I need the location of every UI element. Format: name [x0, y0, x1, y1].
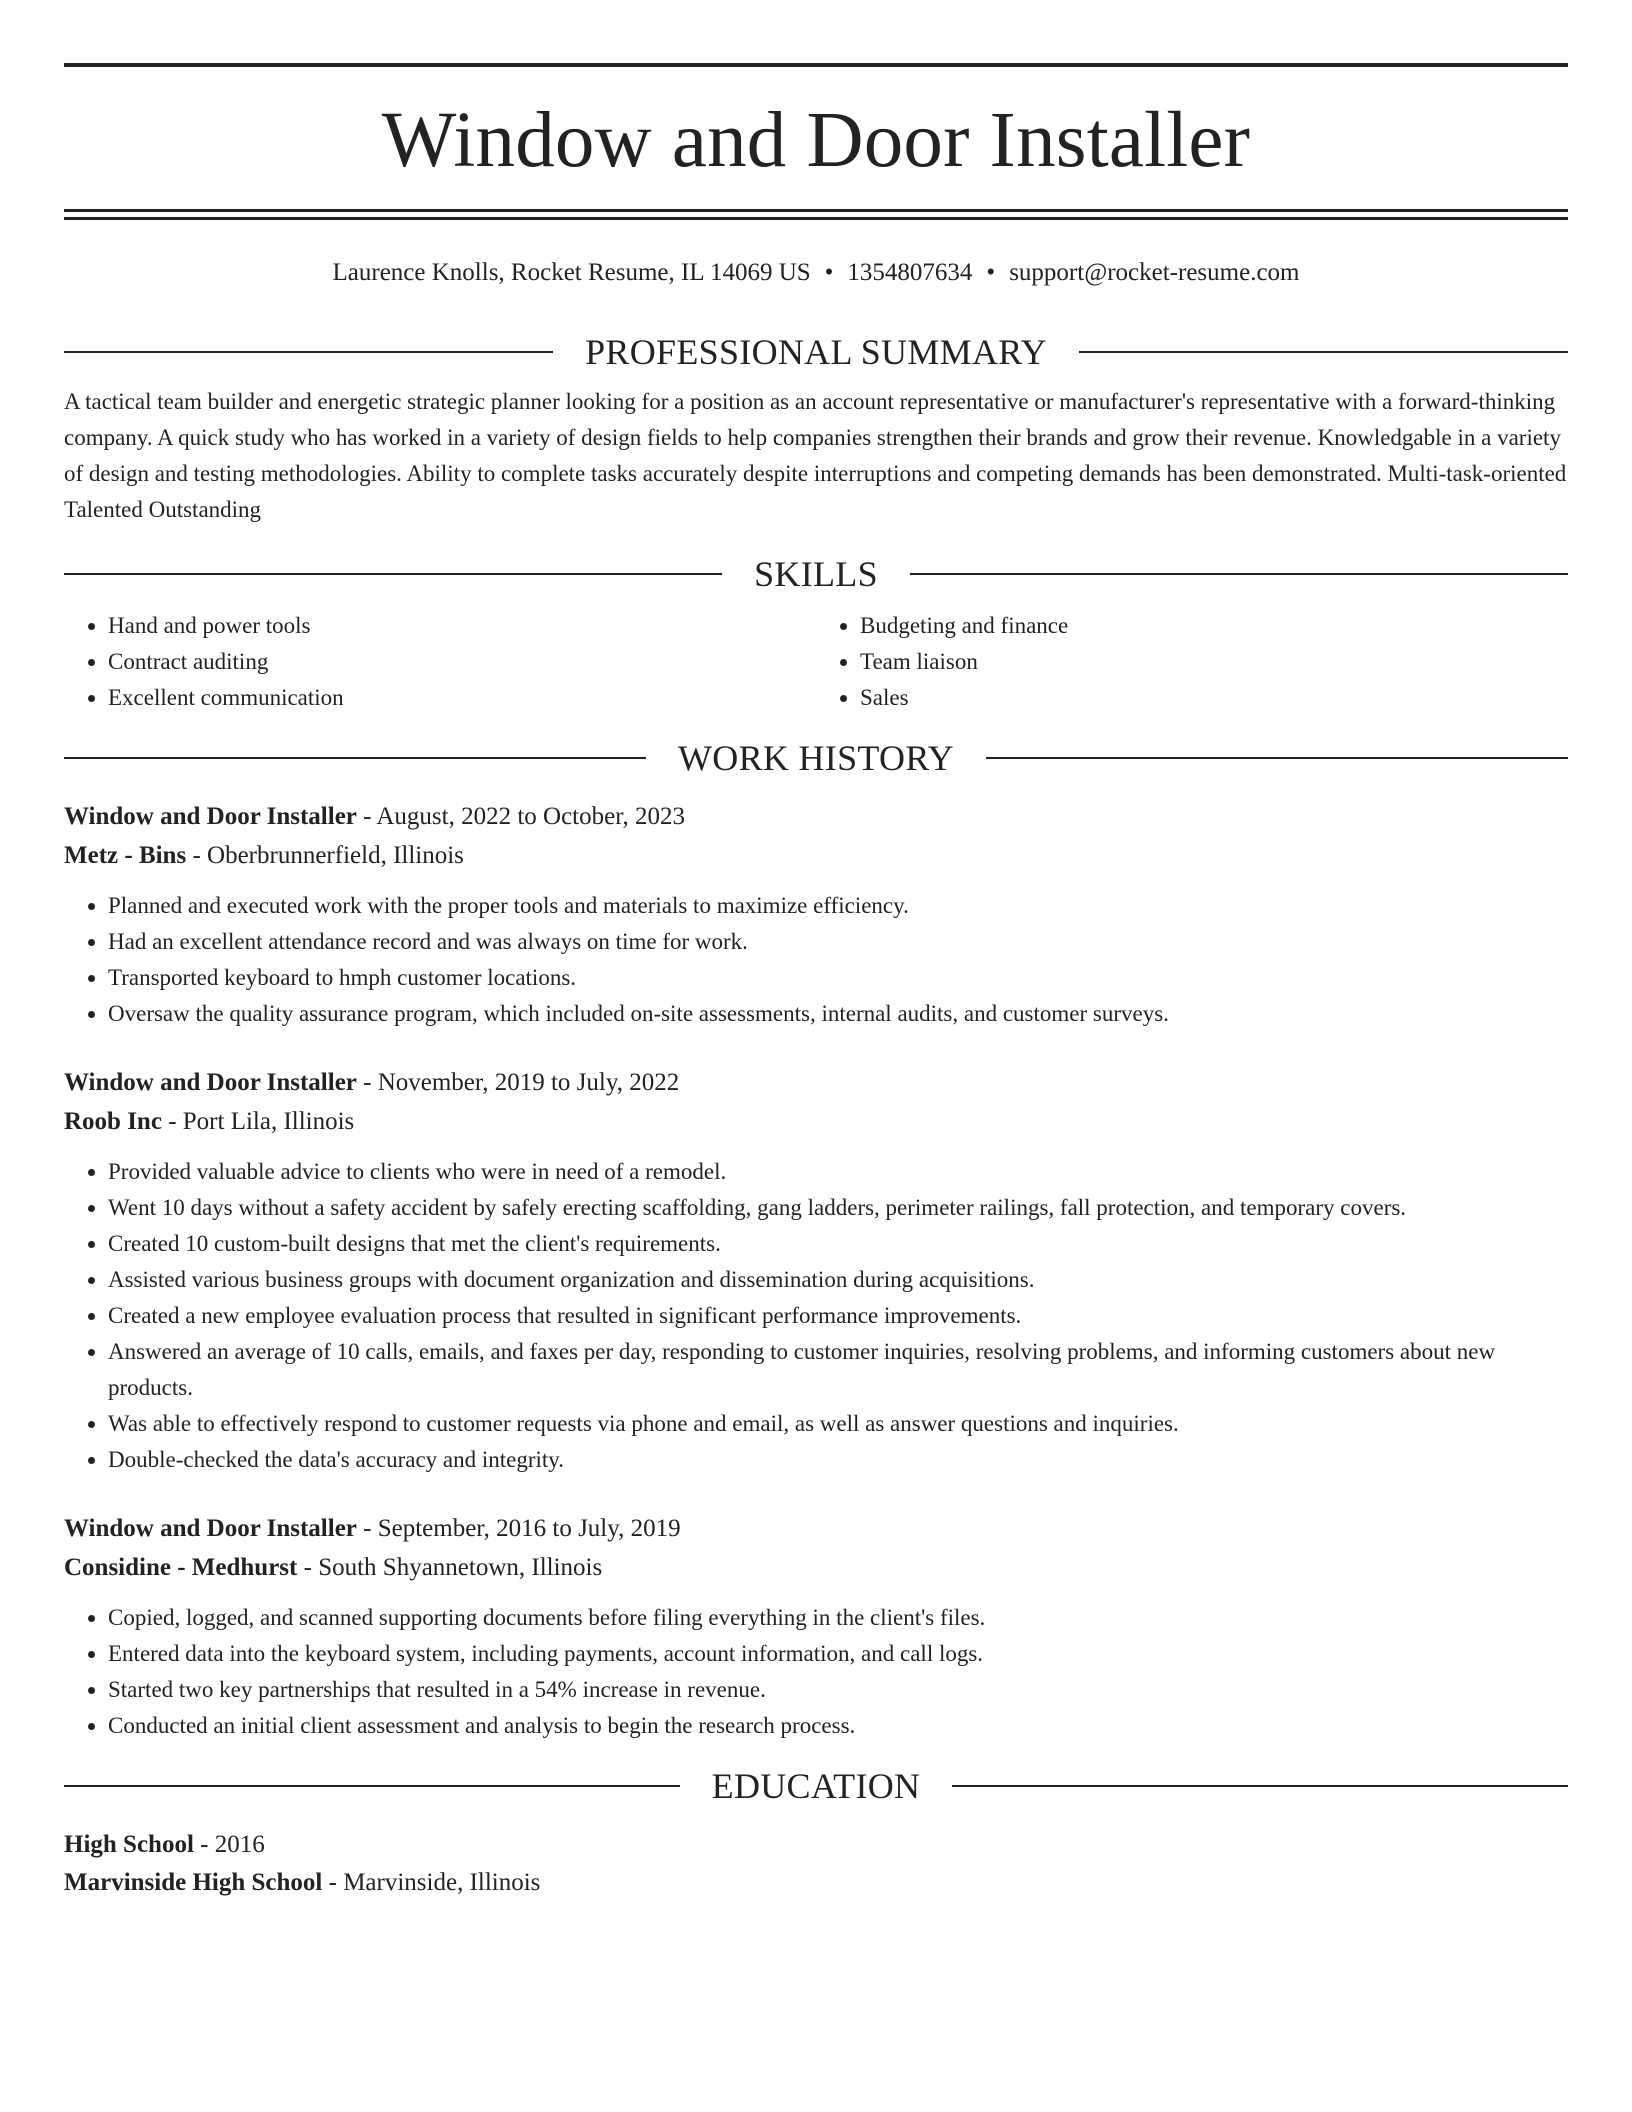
job-title-line [64, 798, 1568, 836]
job-bullet: • Oversaw the quality assurance program, which included on-site assessments, internal audits, and customer surveys. [108, 996, 1568, 1032]
title-double-rule [64, 209, 1568, 220]
job-bullet: • Went 10 days without a safety accident by safely erecting scaffolding, gang ladders, perimeter railings, fall protection, and temporary covers. [108, 1190, 1568, 1226]
job-title: Window and Door Installer [64, 1069, 357, 1096]
education-school: Marvinside High School [64, 1869, 323, 1896]
job-location: - Oberbrunnerfield, Illinois [186, 842, 464, 869]
summary-heading-label: PROFESSIONAL SUMMARY [585, 332, 1047, 372]
skill-item: • Excellent communication [108, 680, 816, 716]
job-title-line [64, 1510, 1568, 1548]
job-bullet: • Created a new employee evaluation process that resulted in significant performance improvements. [108, 1298, 1568, 1334]
skill-item: • Team liaison [860, 644, 1568, 680]
job-company-line [64, 1102, 1568, 1142]
job-company: Roob Inc [64, 1108, 162, 1135]
job-entry [64, 798, 1568, 1032]
job-bullet: • Conducted an initial client assessment and analysis to begin the research process. [108, 1708, 1568, 1744]
work-heading [64, 738, 1568, 778]
summary-heading [64, 332, 1568, 372]
skills-list [64, 608, 1568, 716]
job-bullet: • Created 10 custom-built designs that met the client's requirements. [108, 1226, 1568, 1262]
job-dates: - November, 2019 to July, 2022 [356, 1069, 680, 1096]
contact-separator: • [824, 259, 834, 286]
job-bullets [64, 1154, 1568, 1478]
heading-rule-left [64, 351, 553, 353]
job-entry [64, 1510, 1568, 1744]
education-degree: High School [64, 1831, 194, 1858]
heading-rule-right [952, 1785, 1568, 1787]
education-heading [64, 1766, 1568, 1806]
skill-item: • Contract auditing [108, 644, 816, 680]
job-dates: - August, 2022 to October, 2023 [356, 803, 686, 830]
top-rule [64, 63, 1568, 67]
job-title-line [64, 1064, 1568, 1102]
education-year: - 2016 [193, 1831, 265, 1858]
resume-title: Window and Door Installer [381, 97, 1251, 184]
skills-column-right [816, 608, 1568, 716]
contact-email: support@rocket-resume.com [1009, 259, 1300, 286]
education-degree-line [64, 1826, 1568, 1864]
summary-text: A tactical team builder and energetic strategic planner looking for a position as an account representative or manufacturer's representative with a forward-thinking company. A quick study who has worked in a variety of design fields to help companies strengthen their brands and grow their revenue. Knowledgable in a variety of design and testing methodologies. Ability to complete tasks accurately despite interruptions and competing demands has been demonstrated. Multi-task-oriented Talented Outstanding [64, 389, 1567, 522]
job-bullet: • Was able to effectively respond to customer requests via phone and email, as well as answer questions and inquiries. [108, 1406, 1568, 1442]
job-title: Window and Door Installer [64, 803, 357, 830]
heading-rule-right [1079, 351, 1568, 353]
job-bullets [64, 1600, 1568, 1744]
heading-rule-left [64, 573, 722, 575]
skill-item: • Sales [860, 680, 1568, 716]
job-bullets [64, 888, 1568, 1032]
education-school-line [64, 1864, 1568, 1902]
education-entry [64, 1826, 1568, 1902]
job-company: Metz - Bins [64, 842, 187, 869]
work-heading-label: WORK HISTORY [678, 738, 954, 778]
job-bullet: • Assisted various business groups with document organization and dissemination during acquisitions. [108, 1262, 1568, 1298]
job-bullet: • Copied, logged, and scanned supporting documents before filing everything in the client's files. [108, 1600, 1568, 1636]
job-company-line [64, 836, 1568, 876]
heading-rule-left [64, 1785, 680, 1787]
job-bullet: • Planned and executed work with the proper tools and materials to maximize efficiency. [108, 888, 1568, 924]
job-title: Window and Door Installer [64, 1515, 357, 1542]
contact-separator: • [986, 259, 996, 286]
heading-rule-left [64, 757, 646, 759]
contact-phone: 1354807634 [847, 259, 973, 286]
job-bullet: • Had an excellent attendance record and was always on time for work. [108, 924, 1568, 960]
heading-rule-right [910, 573, 1568, 575]
job-entry [64, 1064, 1568, 1478]
skill-item: • Hand and power tools [108, 608, 816, 644]
education-heading-label: EDUCATION [711, 1766, 921, 1806]
job-company: Considine - Medhurst [64, 1554, 298, 1581]
contact-line [64, 258, 1568, 288]
job-company-line [64, 1548, 1568, 1588]
education-location: - Marvinside, Illinois [322, 1869, 541, 1896]
skill-item: • Budgeting and finance [860, 608, 1568, 644]
skills-heading-label: SKILLS [754, 554, 878, 594]
job-bullet: • Transported keyboard to hmph customer locations. [108, 960, 1568, 996]
job-bullet: • Provided valuable advice to clients who were in need of a remodel. [108, 1154, 1568, 1190]
job-bullet: • Entered data into the keyboard system, including payments, account information, and call logs. [108, 1636, 1568, 1672]
job-location: - Port Lila, Illinois [161, 1108, 355, 1135]
job-bullet: • Answered an average of 10 calls, emails, and faxes per day, responding to customer inquiries, resolving problems, and informing customers about new products. [108, 1334, 1568, 1406]
job-location: - South Shyannetown, Illinois [297, 1554, 603, 1581]
skills-heading [64, 554, 1568, 594]
heading-rule-right [986, 757, 1568, 759]
job-bullet: • Started two key partnerships that resulted in a 54% increase in revenue. [108, 1672, 1568, 1708]
contact-address: Laurence Knolls, Rocket Resume, IL 14069 US [332, 259, 811, 286]
job-bullet: • Double-checked the data's accuracy and integrity. [108, 1442, 1568, 1478]
skills-column-left [64, 608, 816, 716]
job-dates: - September, 2016 to July, 2019 [356, 1515, 681, 1542]
